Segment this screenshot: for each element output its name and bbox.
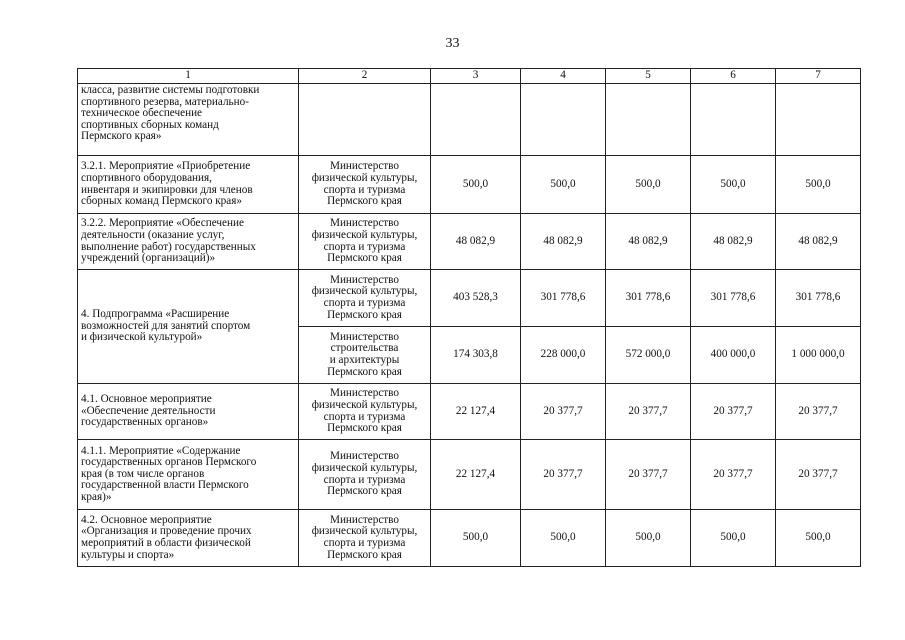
value-cell: 500,0 [431,156,521,214]
program-name-cell: 3.2.1. Мероприятие «Приобретение спортивного оборудования, инвентаря и экипировки для членов сборных команд Пермского края» [78,156,299,214]
budget-table [77,68,861,567]
column-header: 4 [521,69,606,84]
column-header: 2 [299,69,431,84]
value-cell [431,84,521,156]
value-cell: 500,0 [776,156,861,214]
value-cell [606,84,691,156]
program-name-cell: 4.2. Основное мероприятие «Организация и проведение прочих мероприятий в области физической культуры и спорта» [78,510,299,567]
program-name-cell: класса, развитие системы подготовки спортивного резерва, материально- техническое обеспечение спортивных сборных команд Пермского края» [78,84,299,156]
value-cell [691,84,776,156]
value-cell: 20 377,7 [521,440,606,510]
column-header: 7 [776,69,861,84]
page-number: 33 [445,36,460,51]
value-cell: 48 082,9 [521,214,606,270]
executor-cell: Министерство физической культуры, спорта и туризма Пермского края [299,214,431,270]
value-cell: 400 000,0 [691,327,776,384]
value-cell: 20 377,7 [776,384,861,440]
value-cell: 22 127,4 [431,384,521,440]
executor-cell: Министерство физической культуры, спорта и туризма Пермского края [299,156,431,214]
value-cell: 1 000 000,0 [776,327,861,384]
program-name-cell: 4.1. Основное мероприятие «Обеспечение деятельности государственных органов» [78,384,299,440]
value-cell: 500,0 [521,156,606,214]
value-cell [521,84,606,156]
value-cell: 22 127,4 [431,440,521,510]
value-cell: 48 082,9 [431,214,521,270]
value-cell: 20 377,7 [521,384,606,440]
value-cell: 500,0 [776,510,861,567]
column-header: 6 [691,69,776,84]
table-row [78,214,861,270]
table-row [78,84,861,156]
value-cell: 301 778,6 [691,270,776,327]
table-row [78,270,861,327]
program-name-cell: 3.2.2. Мероприятие «Обеспечение деятельности (оказание услуг, выполнение работ) государственных учреждений (организаций)» [78,214,299,270]
value-cell: 20 377,7 [606,384,691,440]
value-cell: 20 377,7 [776,440,861,510]
value-cell: 500,0 [691,510,776,567]
column-header: 1 [78,69,299,84]
value-cell: 20 377,7 [691,384,776,440]
value-cell: 500,0 [691,156,776,214]
column-header: 5 [606,69,691,84]
executor-cell: Министерство строительства и архитектуры Пермского края [299,327,431,384]
value-cell: 48 082,9 [776,214,861,270]
value-cell: 48 082,9 [691,214,776,270]
value-cell: 500,0 [521,510,606,567]
value-cell [776,84,861,156]
value-cell: 403 528,3 [431,270,521,327]
value-cell: 500,0 [431,510,521,567]
value-cell: 301 778,6 [606,270,691,327]
program-name-cell: 4.1.1. Мероприятие «Содержание государственных органов Пермского края (в том числе органов государственной власти Пермского края)» [78,440,299,510]
column-number-header-row [78,69,861,84]
value-cell: 500,0 [606,156,691,214]
table-row [78,156,861,214]
executor-cell: Министерство физической культуры, спорта и туризма Пермского края [299,440,431,510]
value-cell: 20 377,7 [606,440,691,510]
table-row [78,510,861,567]
value-cell: 48 082,9 [606,214,691,270]
program-name-cell: 4. Подпрограмма «Расширение возможностей для занятий спортом и физической культурой» [78,270,299,384]
value-cell: 20 377,7 [691,440,776,510]
value-cell: 174 303,8 [431,327,521,384]
executor-cell: Министерство физической культуры, спорта и туризма Пермского края [299,270,431,327]
executor-cell: Министерство физической культуры, спорта и туризма Пермского края [299,384,431,440]
executor-cell [299,84,431,156]
value-cell: 301 778,6 [521,270,606,327]
value-cell: 500,0 [606,510,691,567]
column-header: 3 [431,69,521,84]
value-cell: 228 000,0 [521,327,606,384]
executor-cell: Министерство физической культуры, спорта и туризма Пермского края [299,510,431,567]
table-row [78,440,861,510]
table-row [78,384,861,440]
value-cell: 572 000,0 [606,327,691,384]
value-cell: 301 778,6 [776,270,861,327]
